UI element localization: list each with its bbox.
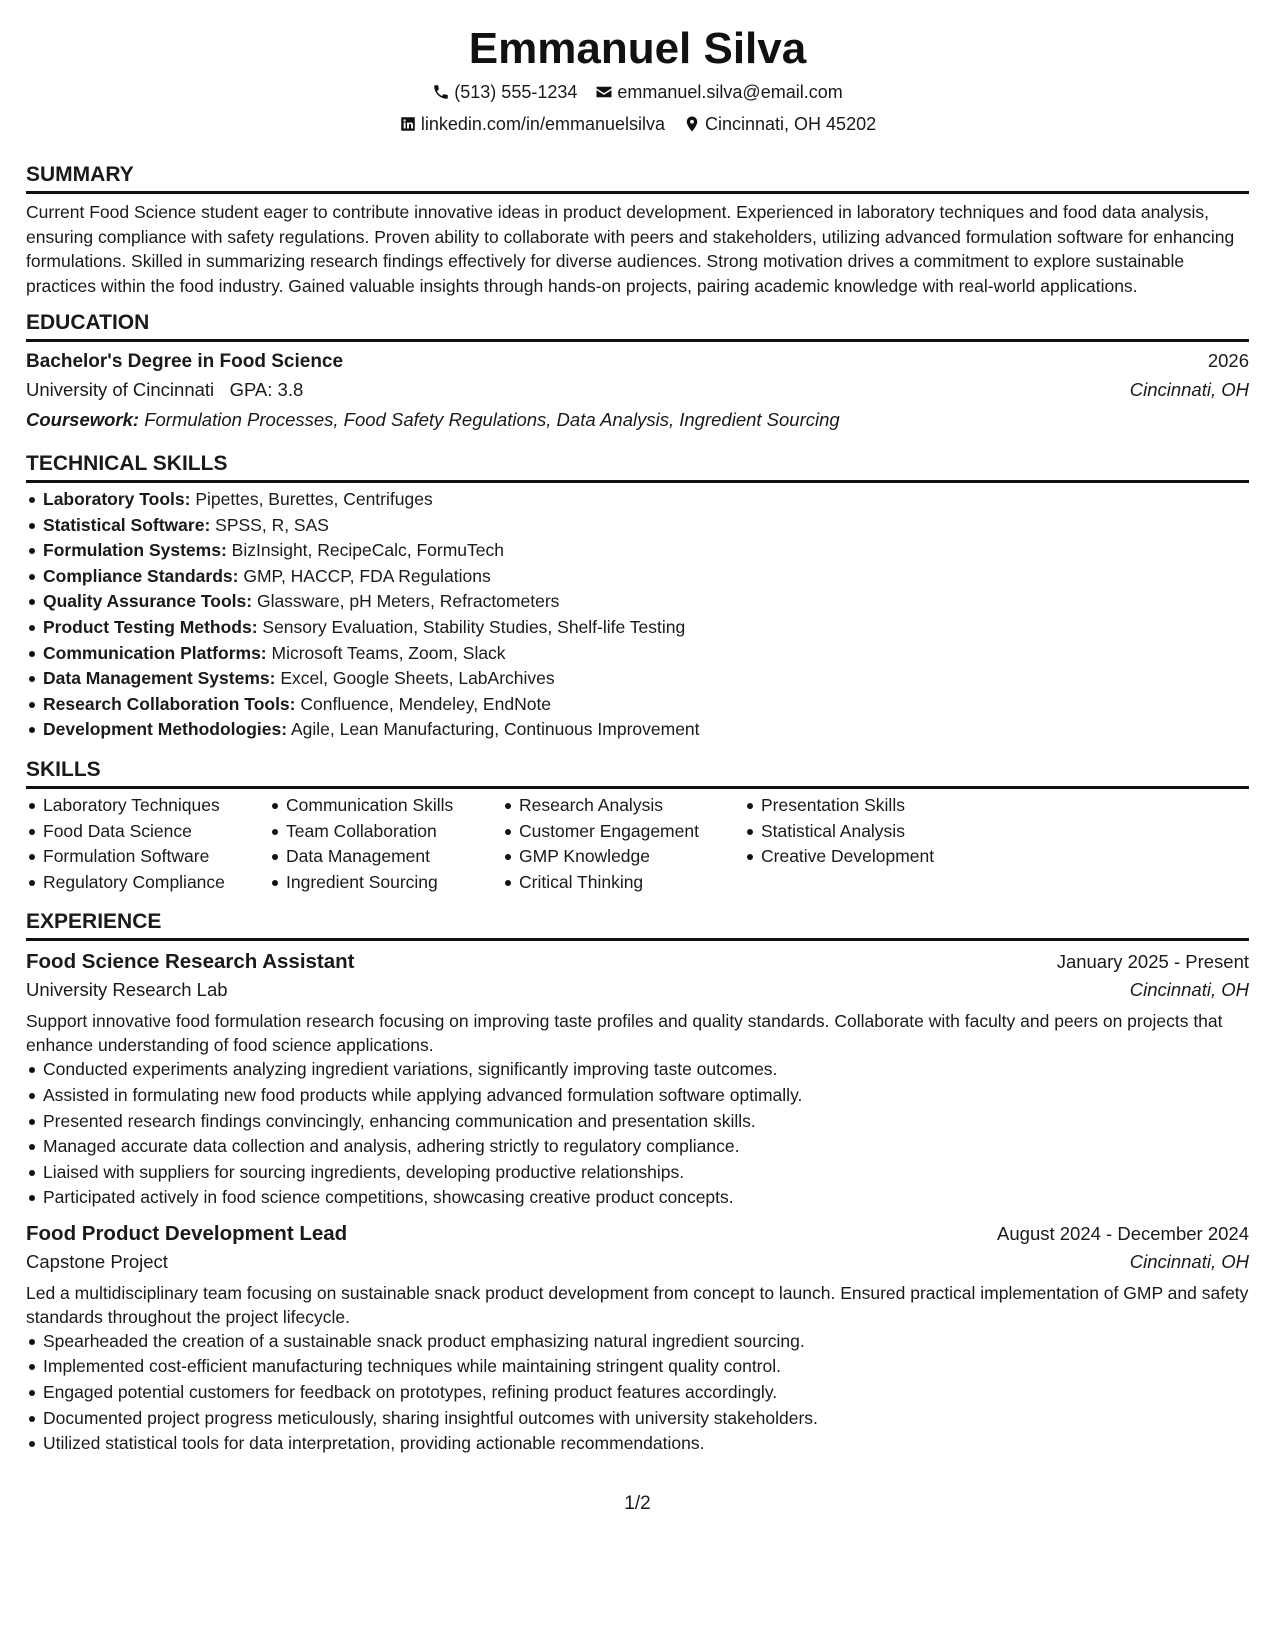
list-item: Laboratory Techniques xyxy=(43,793,269,819)
list-item: Statistical Analysis xyxy=(761,819,1021,845)
list-item: Documented project progress meticulously, sharing insightful outcomes with university stakeholders. xyxy=(43,1406,1249,1432)
linkedin-url[interactable]: linkedin.com/in/emmanuelsilva xyxy=(420,114,665,134)
technical-skills-list xyxy=(26,487,1249,743)
job-title: Food Product Development Lead xyxy=(26,1221,348,1245)
location-text: Cincinnati, OH 45202 xyxy=(705,114,877,134)
list-item: Data Management Systems: Excel, Google Sheets, LabArchives xyxy=(43,666,1249,692)
job-dates: January 2025 - Present xyxy=(1056,951,1249,973)
phone-contact xyxy=(432,80,577,104)
list-item: Participated actively in food science competitions, showcasing creative product concepts. xyxy=(43,1185,1249,1211)
experience-section xyxy=(26,909,1249,1457)
linkedin-icon xyxy=(399,115,417,133)
list-item: Formulation Systems: BizInsight, RecipeCalc, FormuTech xyxy=(43,538,1249,564)
list-item: Communication Skills xyxy=(286,793,502,819)
education-school-row xyxy=(26,375,1249,405)
candidate-name: Emmanuel Silva xyxy=(468,24,807,73)
list-item: Laboratory Tools: Pipettes, Burettes, Centrifuges xyxy=(43,487,1249,513)
education-header-row xyxy=(26,348,1249,375)
graduation-year: 2026 xyxy=(1207,350,1249,371)
job-bullets xyxy=(26,1057,1249,1211)
list-item: Creative Development xyxy=(761,844,1021,870)
page-number: 1/2 xyxy=(624,1493,651,1514)
list-item: Food Data Science xyxy=(43,819,269,845)
job-organization: Capstone Project xyxy=(26,1250,168,1272)
job-entry xyxy=(26,949,1249,1211)
job-org-row xyxy=(26,975,1249,1005)
list-item: Communication Platforms: Microsoft Teams, Zoom, Slack xyxy=(43,641,1249,667)
job-entry xyxy=(26,1221,1249,1457)
school-location: Cincinnati, OH xyxy=(1129,379,1249,400)
resume-page xyxy=(26,22,1249,1457)
list-item: Engaged potential customers for feedback on prototypes, refining product features accordingly. xyxy=(43,1380,1249,1406)
location-contact xyxy=(683,112,876,136)
school-info xyxy=(26,375,303,405)
list-item: Utilized statistical tools for data interpretation, providing actionable recommendations. xyxy=(43,1431,1249,1457)
job-title: Food Science Research Assistant xyxy=(26,950,355,974)
envelope-icon xyxy=(595,83,613,101)
job-dates: August 2024 - December 2024 xyxy=(997,1222,1249,1244)
list-item: Research Collaboration Tools: Confluence, Mendeley, EndNote xyxy=(43,692,1249,718)
job-header-row xyxy=(26,1221,1249,1247)
section-title-technical-skills: TECHNICAL SKILLS xyxy=(26,451,1249,483)
gpa: GPA: 3.8 xyxy=(229,379,304,400)
skills-column-4 xyxy=(744,793,1021,895)
list-item: Regulatory Compliance xyxy=(43,870,269,896)
section-title-education: EDUCATION xyxy=(26,310,1249,342)
job-bullets xyxy=(26,1329,1249,1457)
email-address[interactable]: emmanuel.silva@email.com xyxy=(617,82,843,102)
list-item: Spearheaded the creation of a sustainable snack product emphasizing natural ingredient sourcing. xyxy=(43,1329,1249,1355)
coursework-line xyxy=(26,405,1249,435)
job-location: Cincinnati, OH xyxy=(1129,1250,1249,1272)
list-item: Research Analysis xyxy=(519,793,744,819)
list-item: Product Testing Methods: Sensory Evaluation, Stability Studies, Shelf-life Testing xyxy=(43,615,1249,641)
skills-grid xyxy=(26,793,1249,895)
list-item: Customer Engagement xyxy=(519,819,744,845)
contact-line-2 xyxy=(26,112,1249,136)
list-item: Formulation Software xyxy=(43,844,269,870)
summary-text: Current Food Science student eager to contribute innovative ideas in product development. Experienced in laboratory techniques and food data analysis, ensuring compliance with safety regulations. Proven ability to collaborate with peers and stakeholders, utilizing advanced formulation software for enhancing formulations. Skilled in summarizing research findings effectively for diverse audiences. Strong motivation drives a commitment to explore sustainable practices within the food industry. Gained valuable insights through hands-on projects, pairing academic knowledge with real-world applications. xyxy=(26,202,1235,296)
education-section xyxy=(26,310,1249,435)
list-item: Compliance Standards: GMP, HACCP, FDA Regulations xyxy=(43,564,1249,590)
coursework-label: Coursework: xyxy=(26,409,140,430)
list-item: Development Methodologies: Agile, Lean Manufacturing, Continuous Improvement xyxy=(43,717,1249,743)
job-description: Led a multidisciplinary team focusing on sustainable snack product development from concept to launch. Ensured practical implementation of GMP and safety standards throughout the project lifecycle. xyxy=(26,1282,1249,1327)
email-contact[interactable] xyxy=(595,80,842,104)
list-item: Critical Thinking xyxy=(519,870,744,896)
list-item: Ingredient Sourcing xyxy=(286,870,502,896)
list-item: Presentation Skills xyxy=(761,793,1021,819)
list-item: Presented research findings convincingly, enhancing communication and presentation skills. xyxy=(43,1109,1249,1135)
job-header-row xyxy=(26,949,1249,975)
section-title-skills: SKILLS xyxy=(26,757,1249,789)
contact-line-1 xyxy=(26,80,1249,104)
skills-section xyxy=(26,757,1249,895)
list-item: GMP Knowledge xyxy=(519,844,744,870)
skills-column-3 xyxy=(502,793,744,895)
list-item: Data Management xyxy=(286,844,502,870)
section-title-summary: SUMMARY xyxy=(26,162,1249,194)
linkedin-contact[interactable] xyxy=(399,112,665,136)
list-item: Liaised with suppliers for sourcing ingredients, developing productive relationships. xyxy=(43,1160,1249,1186)
map-pin-icon xyxy=(683,115,701,133)
list-item: Team Collaboration xyxy=(286,819,502,845)
list-item: Conducted experiments analyzing ingredient variations, significantly improving taste outcomes. xyxy=(43,1057,1249,1083)
technical-skills-section xyxy=(26,451,1249,743)
phone-number: (513) 555-1234 xyxy=(454,82,578,102)
skills-column-2 xyxy=(269,793,502,895)
list-item: Implemented cost-efficient manufacturing techniques while maintaining stringent quality control. xyxy=(43,1354,1249,1380)
job-description: Support innovative food formulation research focusing on improving taste profiles and quality standards. Collaborate with faculty and peers on projects that enhance understanding of food science applications. xyxy=(26,1011,1223,1056)
degree-title: Bachelor's Degree in Food Science xyxy=(26,351,344,372)
job-organization: University Research Lab xyxy=(26,979,228,1001)
job-location: Cincinnati, OH xyxy=(1129,979,1249,1001)
summary-section xyxy=(26,162,1249,298)
list-item: Managed accurate data collection and analysis, adhering strictly to regulatory compliance. xyxy=(43,1134,1249,1160)
coursework-list: Formulation Processes, Food Safety Regulations, Data Analysis, Ingredient Sourcing xyxy=(144,409,840,430)
section-title-experience: EXPERIENCE xyxy=(26,909,1249,941)
skills-column-1 xyxy=(26,793,269,895)
list-item: Assisted in formulating new food products while applying advanced formulation software optimally. xyxy=(43,1083,1249,1109)
list-item: Statistical Software: SPSS, R, SAS xyxy=(43,513,1249,539)
list-item: Quality Assurance Tools: Glassware, pH Meters, Refractometers xyxy=(43,589,1249,615)
phone-icon xyxy=(432,83,450,101)
school-name: University of Cincinnati xyxy=(26,379,215,400)
job-org-row xyxy=(26,1247,1249,1277)
